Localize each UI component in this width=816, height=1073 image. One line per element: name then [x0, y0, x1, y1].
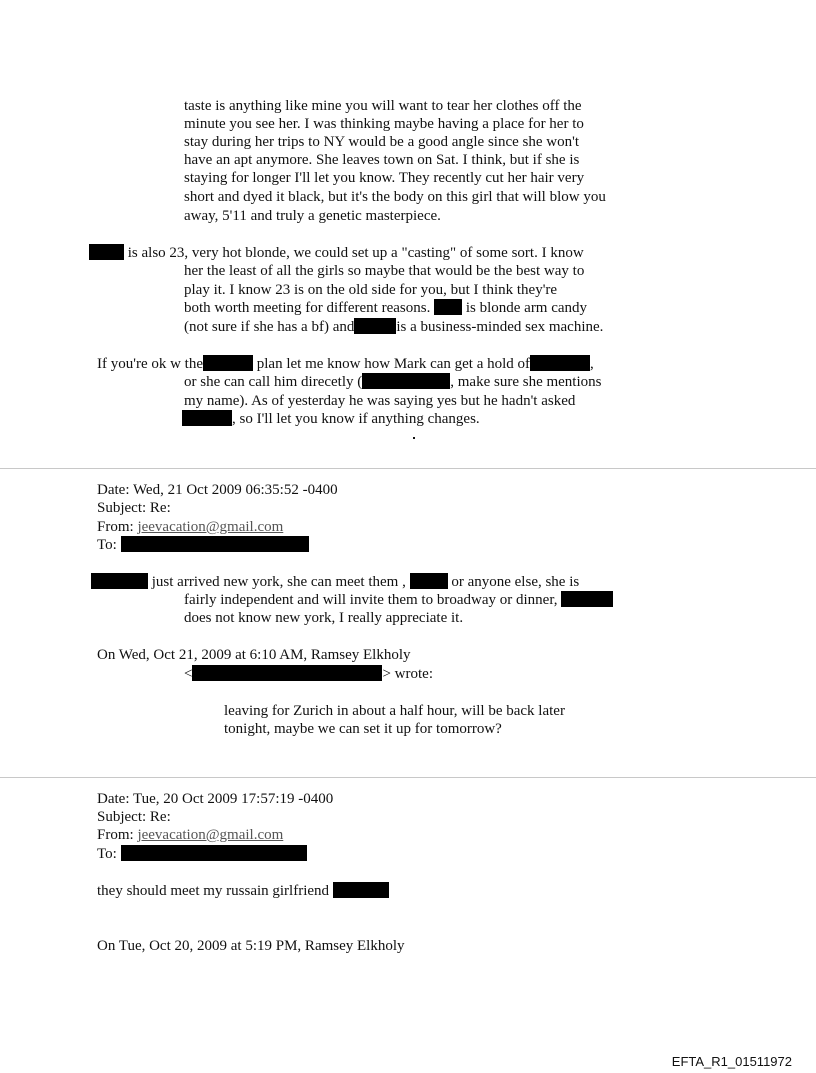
from-label: From:	[97, 827, 134, 843]
email-to	[97, 536, 309, 554]
body-text: > wrote:	[382, 666, 433, 682]
quoted-line: tonight, maybe we can set it up for tomorrow?	[224, 721, 502, 737]
email-to	[97, 845, 307, 863]
body-line: have an apt anymore. She leaves town on Sat. I think, but if she is	[184, 152, 580, 168]
body-line	[184, 373, 601, 391]
from-email-link[interactable]: jeevacation@gmail.com	[137, 827, 284, 843]
redaction-block	[434, 299, 462, 315]
body-text: just arrived new york, she can meet them ,	[151, 574, 406, 590]
message-separator	[0, 777, 816, 778]
redaction-block	[333, 882, 389, 898]
redaction-block	[203, 355, 253, 371]
redaction-block	[561, 591, 613, 607]
body-line: stay during her trips to NY would be a good angle since she won't	[184, 134, 579, 150]
redaction-block	[121, 845, 307, 861]
from-email-link[interactable]: jeevacation@gmail.com	[137, 519, 284, 535]
body-text: both worth meeting for different reasons.	[184, 300, 431, 316]
body-text: or she can call him direcetly (	[184, 374, 363, 390]
quote-header	[184, 665, 433, 683]
body-text: fairly independent and will invite them to broadway or dinner,	[184, 592, 558, 608]
body-line	[182, 410, 480, 428]
body-line: minute you see her. I was thinking maybe having a place for her to	[184, 116, 584, 132]
body-line: away, 5'11 and truly a genetic masterpiece.	[184, 208, 441, 224]
redaction-block	[354, 318, 396, 334]
body-line: play it. I know 23 is on the old side for you, but I think they're	[184, 282, 558, 298]
quote-header: On Wed, Oct 21, 2009 at 6:10 AM, Ramsey Elkholy	[97, 647, 411, 663]
email-from	[97, 826, 283, 844]
body-text: or anyone else, she is	[451, 574, 580, 590]
quoted-line: leaving for Zurich in about a half hour, will be back later	[224, 703, 565, 719]
redaction-block	[182, 410, 232, 426]
body-line: taste is anything like mine you will want to tear her clothes off the	[184, 98, 582, 114]
email-from	[97, 518, 283, 536]
redaction-block	[91, 573, 148, 589]
body-text: they should meet my russain girlfriend	[97, 883, 330, 899]
body-text: (not sure if she has a bf) and	[184, 319, 355, 335]
body-line: short and dyed it black, but it's the body on this girl that will blow you	[184, 189, 606, 205]
body-text: If you're ok w the	[97, 356, 204, 372]
document-id: EFTA_R1_01511972	[671, 1054, 792, 1069]
body-line: staying for longer I'll let you know. They recently cut her hair very	[184, 170, 585, 186]
email-subject: Subject: Re:	[97, 809, 171, 825]
to-label: To:	[97, 537, 117, 553]
stray-mark	[413, 437, 415, 439]
body-text: plan let me know how Mark can get a hold of	[256, 356, 531, 372]
body-text: is blonde arm candy	[465, 300, 588, 316]
redaction-block	[89, 244, 124, 260]
body-line	[89, 244, 584, 262]
redaction-block	[362, 373, 450, 389]
body-line: my name). As of yesterday he was saying yes but he hadn't asked	[184, 393, 576, 409]
redaction-block	[121, 536, 309, 552]
body-text: , make sure she mentions	[450, 374, 602, 390]
redaction-block	[410, 573, 448, 589]
body-text: ,	[590, 356, 594, 372]
quote-header: On Tue, Oct 20, 2009 at 5:19 PM, Ramsey Elkholy	[97, 938, 405, 954]
body-line	[184, 318, 603, 336]
body-text: is also 23, very hot blonde, we could set up a "casting" of some sort. I know	[127, 245, 584, 261]
body-line	[91, 573, 579, 591]
body-line: her the least of all the girls so maybe that would be the best way to	[184, 263, 585, 279]
to-label: To:	[97, 846, 117, 862]
from-label: From:	[97, 519, 134, 535]
email-date: Date: Wed, 21 Oct 2009 06:35:52 -0400	[97, 482, 338, 498]
body-line	[184, 591, 613, 609]
redaction-block	[530, 355, 590, 371]
redaction-block	[192, 665, 382, 681]
body-text: , so I'll let you know if anything changes.	[232, 411, 480, 427]
body-line	[97, 355, 594, 373]
body-line	[184, 299, 587, 317]
body-text: <	[184, 666, 193, 682]
body-text: is a business-minded sex machine.	[396, 319, 604, 335]
message-separator	[0, 468, 816, 469]
body-line	[97, 882, 389, 900]
email-date: Date: Tue, 20 Oct 2009 17:57:19 -0400	[97, 791, 334, 807]
body-line: does not know new york, I really appreciate it.	[184, 610, 464, 626]
email-subject: Subject: Re:	[97, 500, 171, 516]
